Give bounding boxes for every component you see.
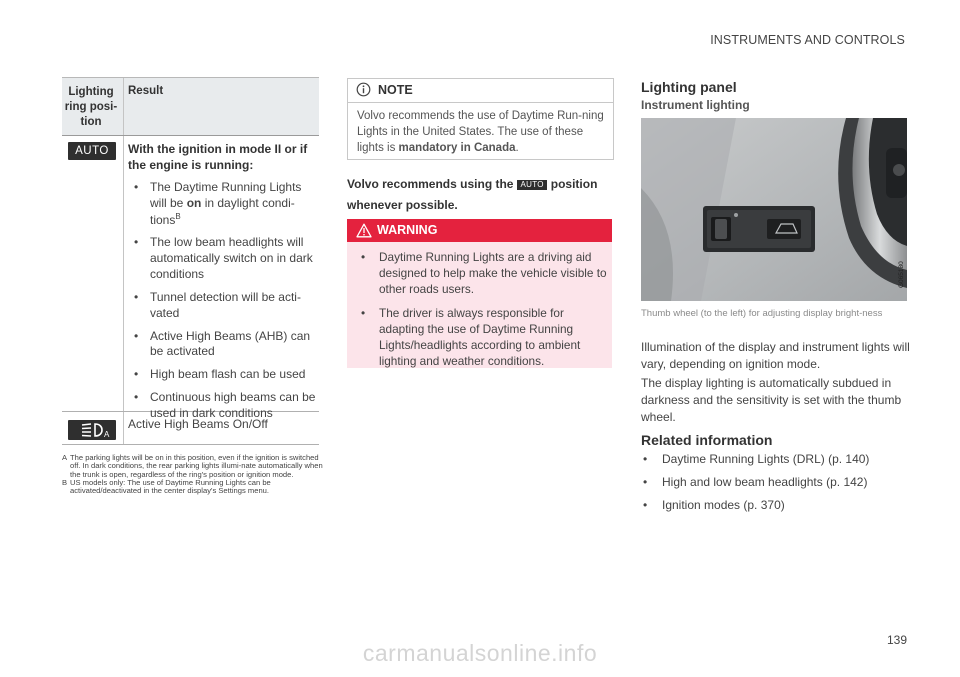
bullet-icon: • (134, 328, 139, 343)
bullet-text: The Daytime Running Lights will be (150, 180, 302, 210)
bullet-text: The low beam headlights will automatically switch on in dark conditions (150, 235, 313, 282)
table-row-ahb (62, 412, 319, 445)
list-item (128, 329, 318, 361)
body-paragraph: The display lighting is automatically subdued in darkness and the sensitivity is set with the thumb wheel. (641, 376, 902, 424)
table-header-row (62, 77, 319, 136)
table-header-position: Lighting ring posi-tion (64, 86, 118, 129)
bullet-icon: • (361, 306, 366, 321)
page-number: 139 (886, 633, 907, 647)
footnote-text: The parking lights will be on in this position, even if the ignition is switched off. In dark conditions, the rear parking lights illumi-nate automatically when the trunk is open, regardless of the ring's position or ignition mode. (70, 453, 323, 479)
bullet-text: Active High Beams (AHB) can be activated (150, 328, 311, 359)
warning-title: WARNING (377, 223, 438, 237)
photo-caption: Thumb wheel (to the left) for adjusting display bright-ness (641, 308, 883, 319)
bullet-icon: • (361, 250, 366, 264)
footnote-a (62, 454, 324, 479)
list-item (128, 180, 318, 228)
footnote-marker: B (175, 211, 181, 221)
table-header-result: Result (128, 85, 164, 97)
note-box (347, 78, 614, 160)
bullet-icon: • (134, 390, 139, 405)
related-link[interactable] (641, 497, 911, 513)
list-item (355, 249, 607, 297)
note-bold-text: mandatory in Canada (398, 141, 516, 154)
recommendation-text-start: Volvo recommends using the (347, 177, 514, 191)
column-divider (123, 78, 124, 135)
warning-bullet-text: Daytime Running Lights are a driving aid designed to help make the vehicle visible to other roads users. (379, 250, 607, 297)
bullet-bold-text: on (186, 195, 202, 210)
note-body (357, 109, 607, 157)
note-title: NOTE (378, 83, 413, 97)
footnote-text: US models only: The use of Daytime Running Lights can be activated/deactivated in the center display's Settings menu. (70, 478, 271, 496)
auto-position-icon: AUTO (68, 142, 116, 160)
bullet-icon: • (134, 180, 139, 194)
section-title: Lighting panel (641, 79, 737, 95)
table-row-auto (62, 136, 319, 420)
warning-bullet-list (355, 249, 607, 377)
watermark: carmanualsonline.info (362, 640, 598, 666)
footnote-b (62, 479, 324, 496)
bullet-text: in daylight condi-tions (150, 195, 295, 227)
column-divider (123, 412, 124, 444)
related-link[interactable] (641, 474, 911, 490)
bullet-icon: • (134, 289, 139, 304)
note-text: . (515, 141, 519, 154)
subsection-title: Instrument lighting (641, 98, 750, 112)
related-link-text[interactable]: Daytime Running Lights (DRL) (p. 140) (662, 452, 870, 466)
list-item (128, 290, 318, 322)
table-footnotes (62, 454, 324, 496)
auto-row-heading: With the ignition in mode II or if the engine is running: (128, 142, 308, 173)
note-text: Volvo recommends the use of Daytime Run-ning Lights in the United States. The use of these lights is (357, 110, 604, 154)
warning-triangle-icon (356, 223, 372, 243)
lighting-ring-table (62, 77, 319, 445)
list-item (128, 367, 318, 383)
bullet-icon: • (134, 235, 139, 250)
svg-text:A: A (104, 430, 110, 439)
list-item (355, 305, 607, 369)
bullet-icon: • (643, 452, 648, 466)
photo-code: G065180 (898, 261, 905, 288)
related-links-list (641, 451, 911, 521)
related-link-text[interactable]: Ignition modes (p. 370) (662, 498, 785, 513)
lighting-panel-photo (641, 118, 907, 301)
warning-header (347, 219, 612, 242)
related-link-text[interactable]: High and low beam headlights (p. 142) (662, 475, 868, 490)
warning-box (347, 219, 612, 368)
column-divider (123, 136, 124, 411)
bullet-icon: • (643, 498, 648, 513)
footnote-label: A (62, 453, 68, 462)
body-paragraph: Illumination of the display and instrument lights will vary, depending on ignition mode. (641, 340, 910, 371)
list-item (128, 235, 318, 282)
note-header (348, 79, 613, 103)
ahb-row-text: Active High Beams On/Off (128, 417, 268, 431)
warning-bullet-text: The driver is always responsible for adapting the use of Daytime Running Lights/headlights according to ambient lighting and weather conditions. (379, 306, 581, 369)
auto-position-icon: AUTO (517, 180, 546, 190)
bullet-text: Continuous high beams can be used in dark conditions (150, 390, 316, 420)
related-link[interactable] (641, 451, 911, 467)
recommendation-text (347, 174, 617, 216)
bullet-text: Tunnel detection will be acti-vated (150, 289, 301, 320)
bullet-text: High beam flash can be used (150, 367, 306, 382)
related-information-title: Related information (641, 432, 773, 448)
auto-high-beam-icon (68, 420, 116, 440)
auto-row-bullet-list (128, 180, 318, 429)
recommendation-text-end: position whenever possible. (347, 177, 598, 212)
bullet-icon: • (643, 475, 648, 490)
page-header-title: INSTRUMENTS AND CONTROLS (710, 33, 905, 47)
info-icon (356, 82, 371, 102)
bullet-icon: • (134, 367, 139, 382)
footnote-label: B (62, 478, 68, 488)
